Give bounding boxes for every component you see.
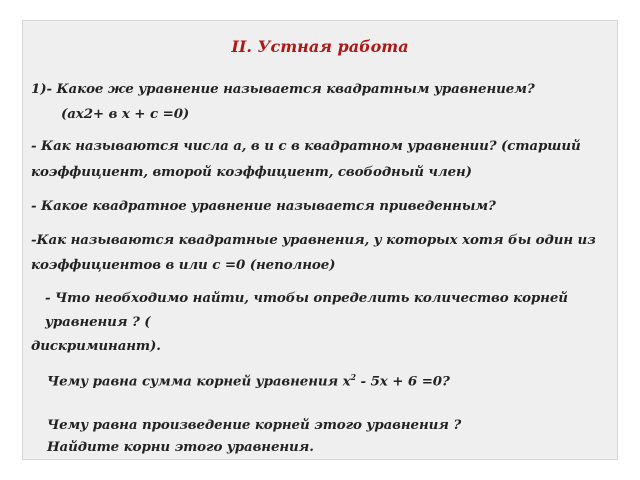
question-6-text: Чему равна сумма корней уравнения x <box>47 373 351 390</box>
question-4-line-1: -Как называются квадратные уравнения, у которых хотя бы один из <box>31 232 596 248</box>
question-8: Найдите корни этого уравнения. <box>47 439 314 455</box>
question-6 <box>47 372 450 389</box>
question-2-line-2: коэффициент, второй коэффициент, свободный член) <box>31 164 472 180</box>
question-7: Чему равна произведение корней этого уравнения ? <box>47 417 462 433</box>
slide-title: II. Устная работа <box>231 37 409 56</box>
question-1-formula: (ax2+ в x + c =0) <box>61 106 190 122</box>
exponent: 2 <box>350 372 356 382</box>
question-5-line-1: - Что необходимо найти, чтобы определить количество корней <box>45 290 568 306</box>
slide <box>22 20 618 460</box>
question-5-line-2: уравнения ? ( <box>45 314 151 330</box>
question-5-line-3: дискриминант). <box>31 338 161 354</box>
question-3: - Какое квадратное уравнение называется приведенным? <box>31 198 496 214</box>
question-6-equation: - 5x + 6 =0? <box>355 373 450 390</box>
question-2-line-1: - Как называются числа а, в и с в квадратном уравнении? (старший <box>31 138 581 154</box>
question-1: 1)- Какое же уравнение называется квадратным уравнением? <box>31 81 535 97</box>
question-4-line-2: коэффициентов в или с =0 (неполное) <box>31 257 336 273</box>
